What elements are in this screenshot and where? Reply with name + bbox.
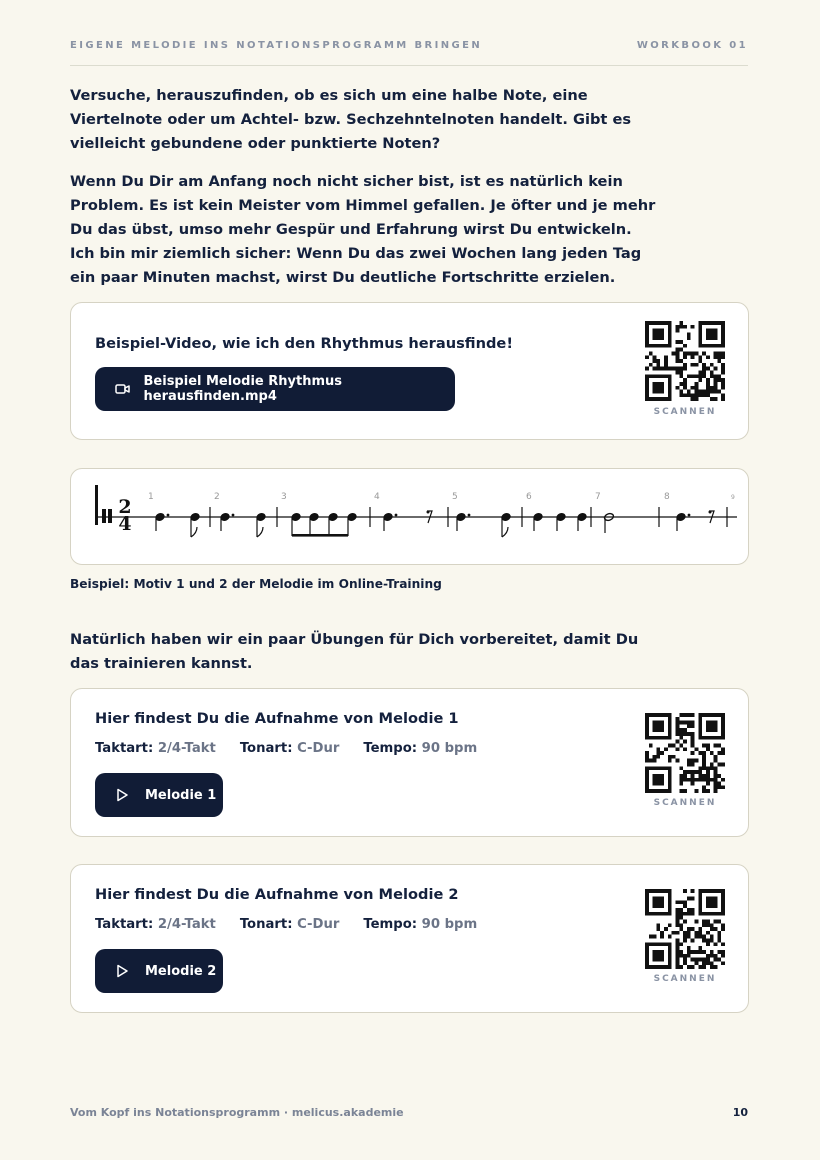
tempo-value: 90 bpm (421, 917, 478, 932)
taktart-label: Taktart: (95, 741, 154, 756)
scan-label: SCANNEN (653, 798, 717, 808)
tempo-label: Tempo: (363, 741, 418, 756)
tonart-value: C-Dur (297, 917, 340, 932)
page-number: 10 (732, 1106, 748, 1119)
exercise-intro-paragraph: Natürlich haben wir ein paar Übungen für Dich vorbereitet, damit Du das trainieren kannst. (70, 631, 639, 672)
taktart-value: 2/4-Takt (157, 917, 216, 932)
measure-number: 7 (595, 492, 601, 502)
video-camera-icon (115, 383, 134, 395)
encouragement-paragraph: Wenn Du Dir am Anfang noch nicht sicher bist, ist es natürlich kein Problem. Es ist kein Meister vom Himmel gefallen. Je öfter und je mehr Du das übst, umso mehr Gespür und Erfahrung wirst Du entwickeln. Ich bin mir ziemlich sicher: Wenn Du das zwei Wochen lang jeden Tag ein paar Minuten machst, wirst Du deutliche Fortschritte erzielen. (70, 173, 656, 286)
video-link-label: Beispiel Melodie Rhythmus herausfinden.mp4 (143, 374, 342, 404)
melody-2-card (70, 864, 749, 1013)
scan-label: SCANNEN (653, 407, 717, 417)
video-card (70, 302, 749, 440)
tonart-label: Tonart: (239, 917, 293, 932)
measure-number: 3 (281, 492, 287, 502)
taktart-value: 2/4-Takt (157, 741, 216, 756)
measure-number: 4 (374, 492, 380, 502)
notation-caption: Beispiel: Motiv 1 und 2 der Melodie im Online-Training (70, 577, 442, 591)
percussion-clef-icon (102, 509, 106, 523)
header-workbook: WORKBOOK 01 (636, 40, 748, 51)
play-icon (115, 788, 135, 802)
start-barline (95, 485, 98, 525)
measure-number: 9 (731, 494, 735, 501)
header-title: EIGENE MELODIE INS NOTATIONSPROGRAMM BRINGEN (70, 40, 483, 51)
play-melody-2-button[interactable] (95, 949, 223, 993)
measure-number: 5 (452, 492, 458, 502)
measure-number: 2 (214, 492, 220, 502)
measure-number: 8 (664, 492, 670, 502)
qr-code-video[interactable] (645, 321, 725, 401)
qr-code-melody-1[interactable] (645, 713, 725, 793)
time-signature-top: 2 (118, 496, 132, 518)
rhythm-notation (71, 469, 750, 566)
melody-2-meta (95, 917, 477, 932)
melody-2-title: Hier findest Du die Aufnahme von Melodie 2 (95, 886, 459, 903)
measure-number: 1 (148, 492, 154, 502)
tempo-label: Tempo: (363, 917, 418, 932)
time-signature-bottom: 4 (118, 513, 132, 535)
melody-1-card (70, 688, 749, 837)
play-icon (115, 964, 135, 978)
scan-label: SCANNEN (653, 974, 717, 984)
tonart-value: C-Dur (297, 741, 340, 756)
melody-1-title: Hier findest Du die Aufnahme von Melodie 1 (95, 710, 459, 727)
video-link-button[interactable] (95, 367, 455, 411)
qr-code-melody-2[interactable] (645, 889, 725, 969)
notation-card (70, 468, 749, 565)
melody-1-meta (95, 741, 477, 756)
video-card-title: Beispiel-Video, wie ich den Rhythmus herausfinde! (95, 335, 513, 352)
intro-paragraph: Versuche, herauszufinden, ob es sich um eine halbe Note, eine Viertelnote oder um Achtel- bzw. Sechzehntelnoten handelt. Gibt es vielleicht gebundene oder punktierte Noten? (70, 87, 632, 152)
play-melody-1-button[interactable] (95, 773, 223, 817)
tonart-label: Tonart: (239, 741, 293, 756)
play-melody-2-label: Melodie 2 (145, 963, 217, 979)
play-melody-1-label: Melodie 1 (145, 787, 217, 803)
taktart-label: Taktart: (95, 917, 154, 932)
tempo-value: 90 bpm (421, 741, 478, 756)
page-header (70, 40, 748, 66)
footer-source: Vom Kopf ins Notationsprogramm · melicus.akademie (70, 1106, 404, 1119)
measure-number: 6 (526, 492, 532, 502)
